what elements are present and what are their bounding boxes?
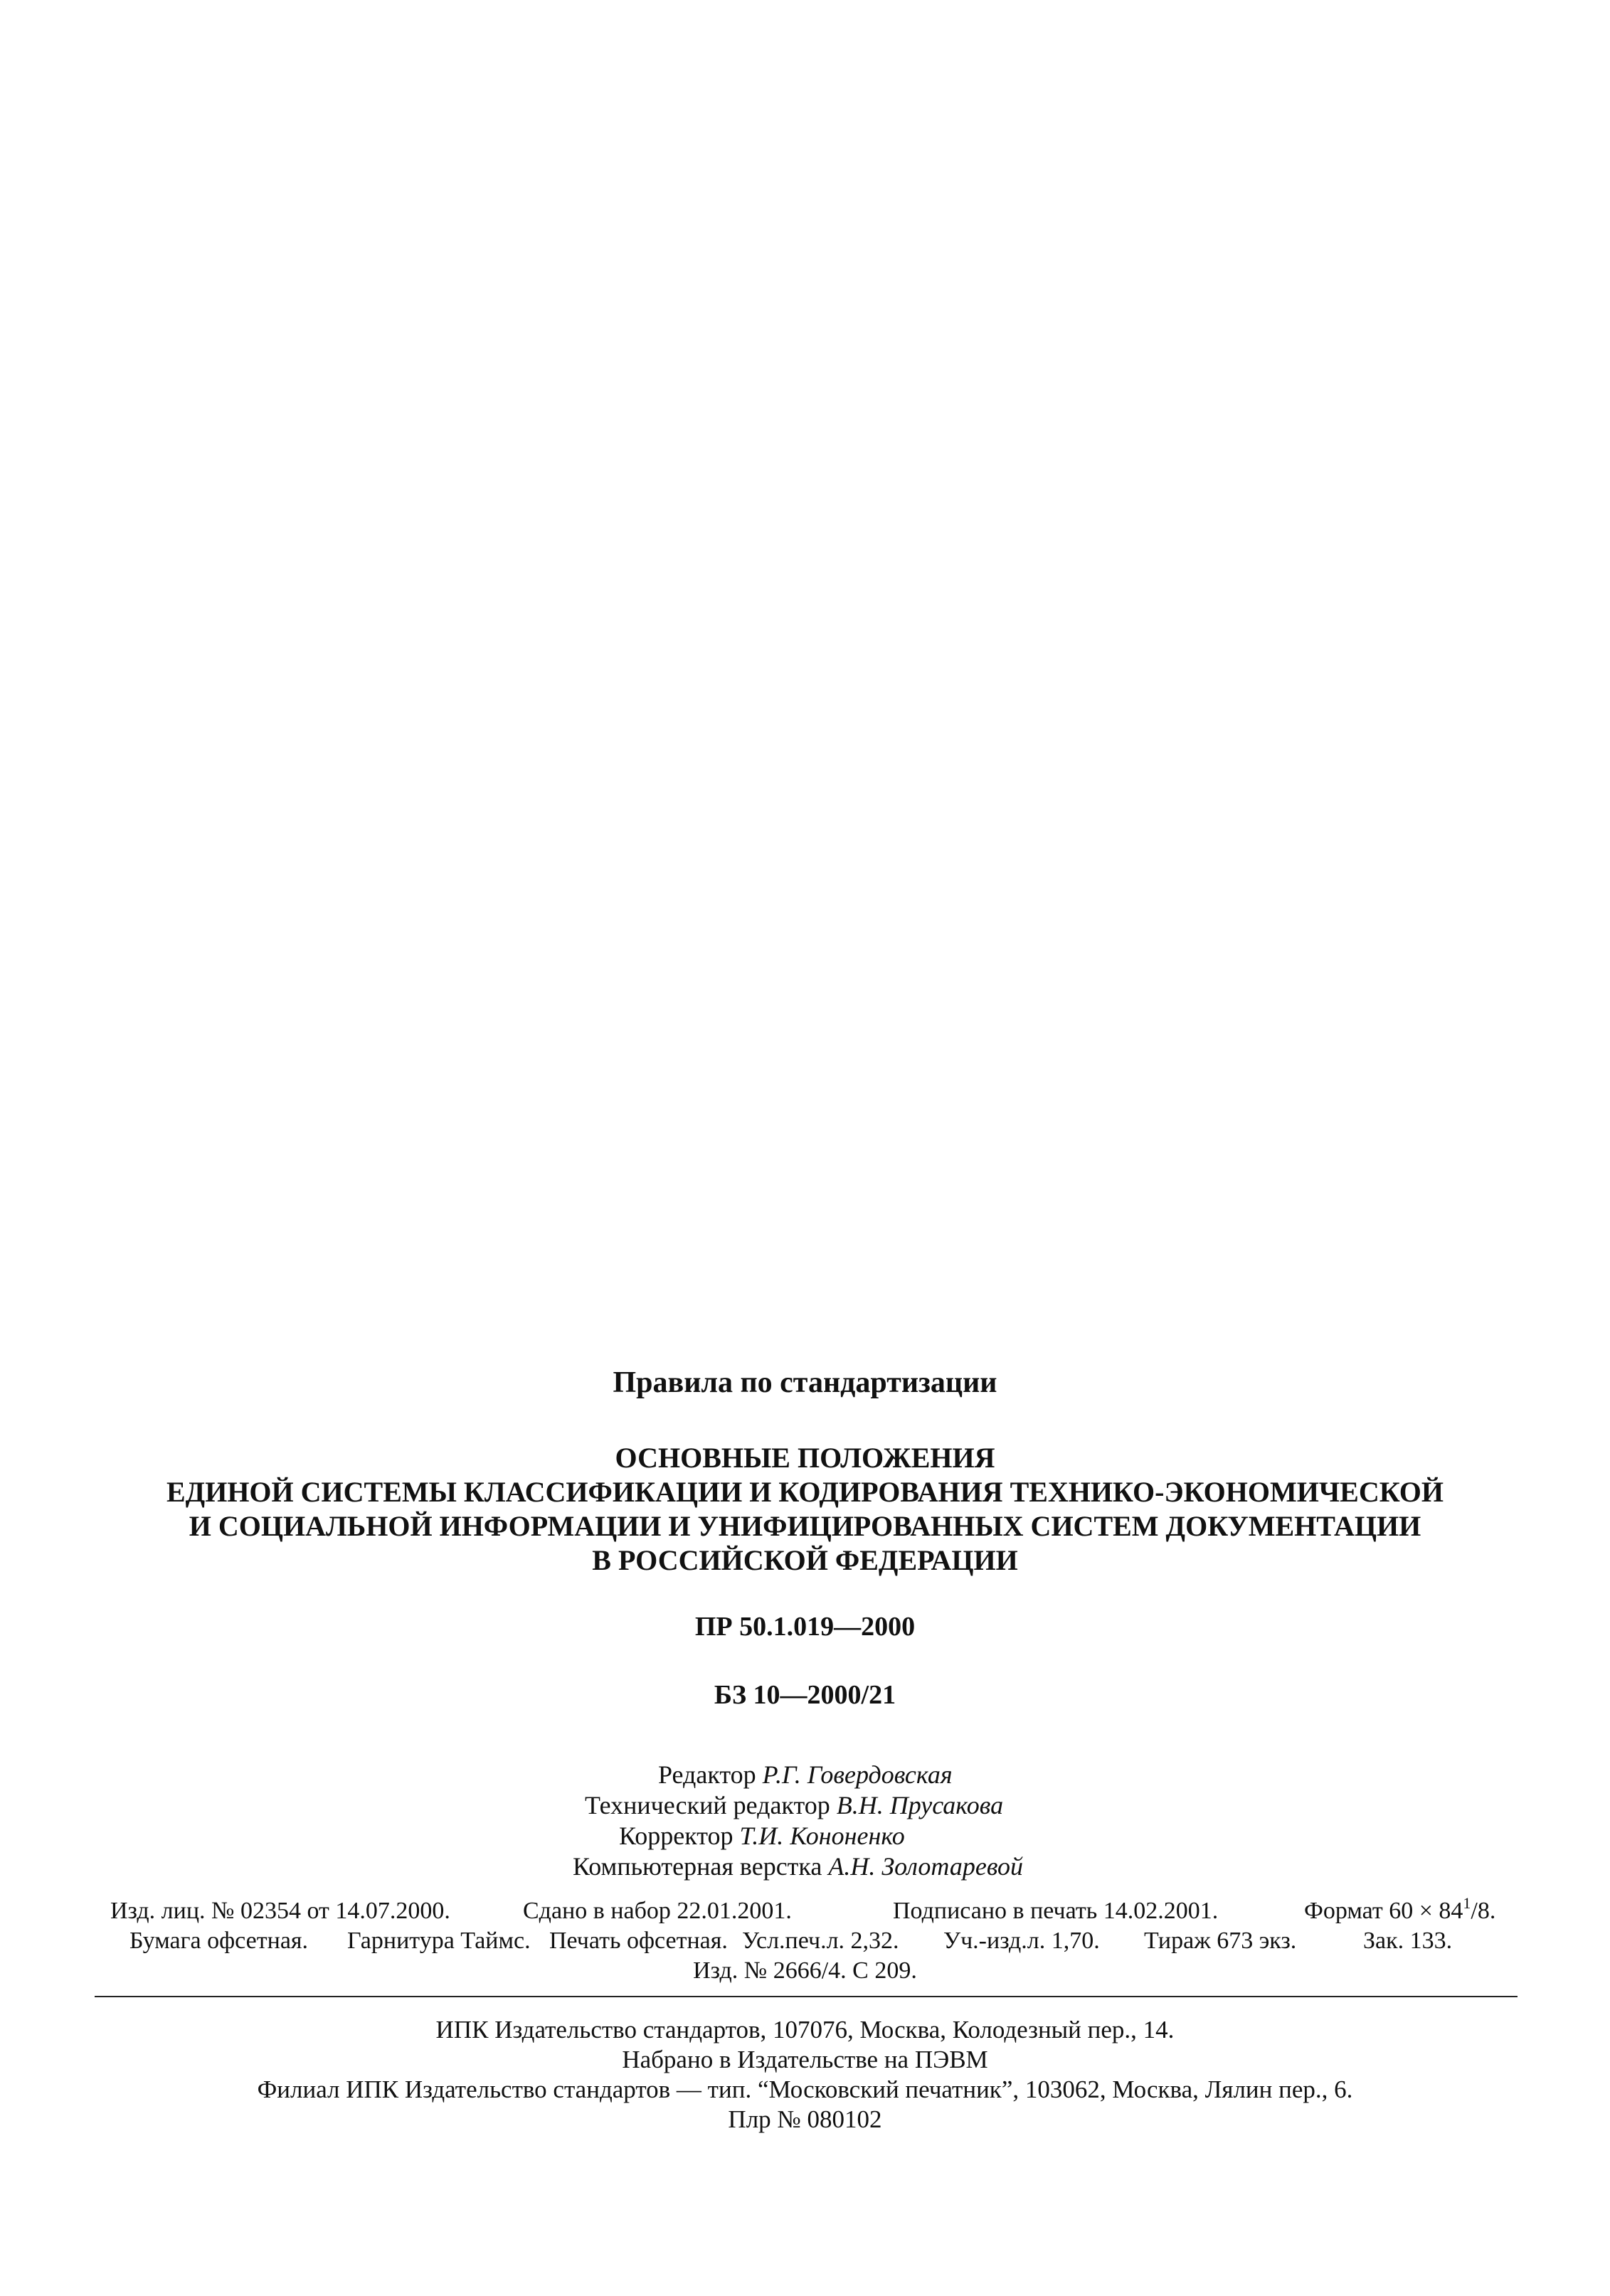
imprint-typeset-date: Сдано в набор 22.01.2001.	[523, 1898, 792, 1924]
title-line: ОСНОВНЫЕ ПОЛОЖЕНИЯ	[615, 1442, 995, 1474]
imprint-signed-date: Подписано в печать 14.02.2001.	[893, 1898, 1219, 1924]
staff-editor	[658, 1760, 953, 1790]
horizontal-divider	[95, 1996, 1518, 1997]
format-superscript: 1	[1463, 1894, 1471, 1912]
title-line: В РОССИЙСКОЙ ФЕДЕРАЦИИ	[592, 1544, 1018, 1576]
imprint-printing: Печать офсетная.	[549, 1928, 728, 1954]
staff-name: Р.Г. Говердовская	[762, 1760, 953, 1789]
imprint-print-sheets: Усл.печ.л. 2,32.	[742, 1928, 899, 1954]
series-heading: Правила по стандартизации	[613, 1366, 997, 1399]
imprint-order: Зак. 133.	[1363, 1928, 1453, 1954]
format-prefix: Формат 60 × 84	[1304, 1898, 1463, 1924]
imprint-format	[1304, 1896, 1495, 1926]
staff-role: Редактор	[658, 1760, 756, 1789]
staff-tech-editor	[585, 1790, 1003, 1821]
staff-name: В.Н. Прусакова	[836, 1791, 1004, 1819]
staff-role: Корректор	[619, 1822, 733, 1850]
imprint-circulation: Тираж 673 экз.	[1144, 1928, 1297, 1954]
title-line: И СОЦИАЛЬНОЙ ИНФОРМАЦИИ И УНИФИЦИРОВАННЫХ СИСТЕМ ДОКУМЕНТАЦИИ	[189, 1510, 1421, 1542]
staff-name: А.Н. Золотаревой	[828, 1852, 1023, 1881]
imprint-edition-number: Изд. № 2666/4. С 209.	[693, 1957, 917, 1984]
staff-name: Т.И. Кононенко	[739, 1822, 905, 1850]
publisher-line: Плр № 080102	[728, 2105, 882, 2133]
document-designation: ПР 50.1.019—2000	[694, 1612, 916, 1642]
staff-layout	[573, 1851, 1023, 1882]
format-suffix: /8.	[1471, 1898, 1496, 1924]
imprint-typeface: Гарнитура Таймс.	[347, 1928, 531, 1954]
publisher-line: ИПК Издательство стандартов, 107076, Москва, Колодезный пер., 14.	[435, 2016, 1175, 2043]
imprint-edition-sheets: Уч.-изд.л. 1,70.	[943, 1928, 1100, 1954]
title-line: ЕДИНОЙ СИСТЕМЫ КЛАССИФИКАЦИИ И КОДИРОВАНИЯ ТЕХНИКО-ЭКОНОМИЧЕСКОЙ	[166, 1476, 1444, 1508]
imprint-license: Изд. лиц. № 02354 от 14.07.2000.	[110, 1898, 450, 1924]
bz-number: БЗ 10—2000/21	[714, 1680, 896, 1710]
staff-corrector	[619, 1821, 905, 1851]
staff-role: Технический редактор	[585, 1791, 830, 1819]
imprint-paper: Бумага офсетная.	[129, 1928, 309, 1954]
staff-role: Компьютерная верстка	[573, 1852, 822, 1881]
publisher-line: Филиал ИПК Издательство стандартов — тип. “Московский печатник”, 103062, Москва, Лялин пер., 6.	[257, 2076, 1353, 2103]
document-title	[0, 1441, 1610, 1578]
publisher-line: Набрано в Издательстве на ПЭВМ	[622, 2046, 988, 2073]
